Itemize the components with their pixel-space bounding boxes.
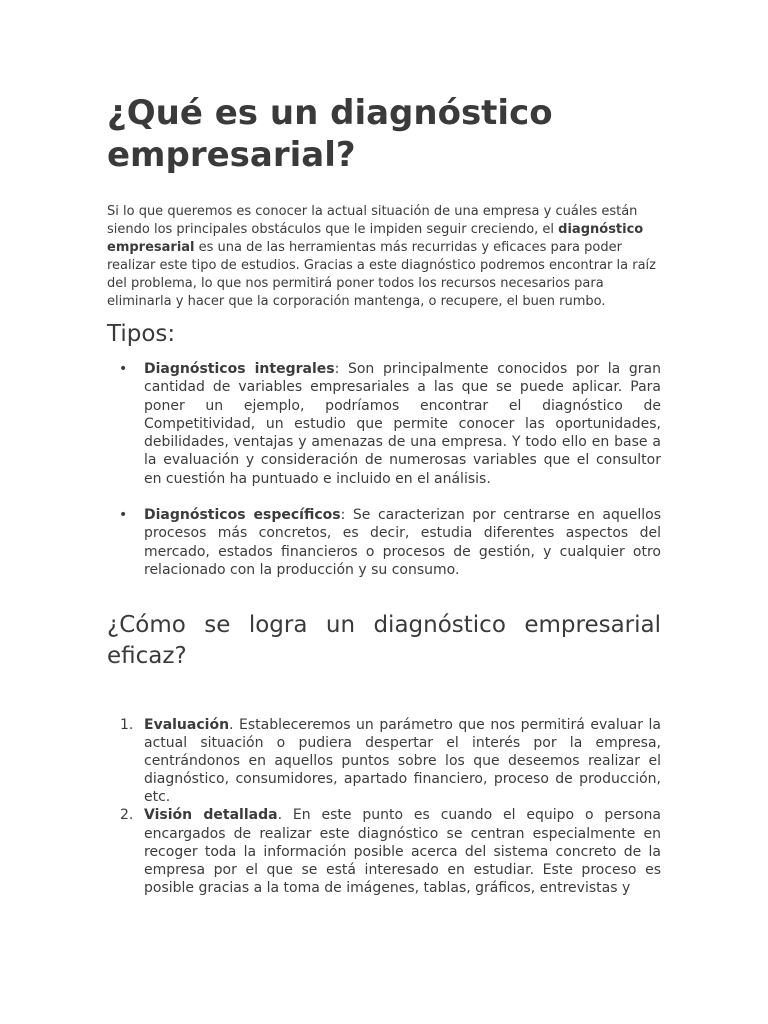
list-item [107,716,661,806]
bullet-icon: • [119,507,128,524]
document-title: ¿Qué es un diagnóstico empresarial? [107,93,553,175]
list-item-term: Visión detallada [144,807,278,824]
list-item-text: . En este punto es cuando el equipo o persona encargados de realizar este diagnóstico se centran especialmente en recoger toda la información posible acerca del sistema concreto de la empresa por el que se está interesado en estudiar. Este proceso es posible gracias a la toma de imágenes, tablas, gráficos, entrevistas y [144,807,661,896]
pasos-list [107,716,661,897]
list-item-number: 1. [120,717,134,733]
list-item-text: . Estableceremos un parámetro que nos permitirá evaluar la actual situación o pudiera despertar el interés por la empresa, centrándonos en aquellos puntos sobre los que deseemos realizar el diagnóstico, consumidores, apartado financiero, proceso de producción, etc. [144,717,661,806]
list-item-text: : Se caracterizan por centrarse en aquellos procesos más concretos, es decir, estudia diferentes aspectos del mercado, estados financieros o procesos de gestión, y cualquier otro relacionado con la producción y su consumo. [144,507,661,578]
list-item-term: Diagnósticos integrales [144,361,335,377]
list-item-number: 2. [120,807,134,824]
intro-bold-term: diagnóstico empresarial [107,222,644,255]
list-item-term: Evaluación [144,717,230,733]
list-item-term: Diagnósticos específicos [144,507,341,524]
list-item [107,806,661,896]
intro-text-start: Si lo que queremos es conocer la actual situación de una empresa y cuáles están siendo los principales obstáculos que le impiden seguir creciendo, el [107,204,638,237]
list-item [107,360,661,488]
tipos-heading: Tipos: [107,321,176,347]
tipos-list [107,360,661,579]
list-item [107,506,661,579]
bullet-icon: • [119,361,128,377]
intro-paragraph [107,203,662,311]
list-item-text: : Son principalmente conocidos por la gran cantidad de variables empresariales a las que se puede aplicar. Para poner un ejemplo, podríamos encontrar el diagnóstico de Competitividad, un estudio que permite conocer las oportunidades, debilidades, ventajas y amenazas de una empresa. Y todo ello en base a la evaluación y consideración de numerosas variables que el consultor en cuestión ha puntuado e incluido en el análisis. [144,361,662,487]
intro-text-end: es una de las herramientas más recurridas y eficaces para poder realizar este tipo de estudios. Gracias a este diagnóstico podremos encontrar la raíz del problema, lo que nos permitirá poner todos los recursos necesarios para eliminarla y hacer que la corporación mantenga, o recupere, el buen rumbo. [107,240,656,309]
como-heading: ¿Cómo se logra un diagnóstico empresarial eficaz? [107,612,661,669]
